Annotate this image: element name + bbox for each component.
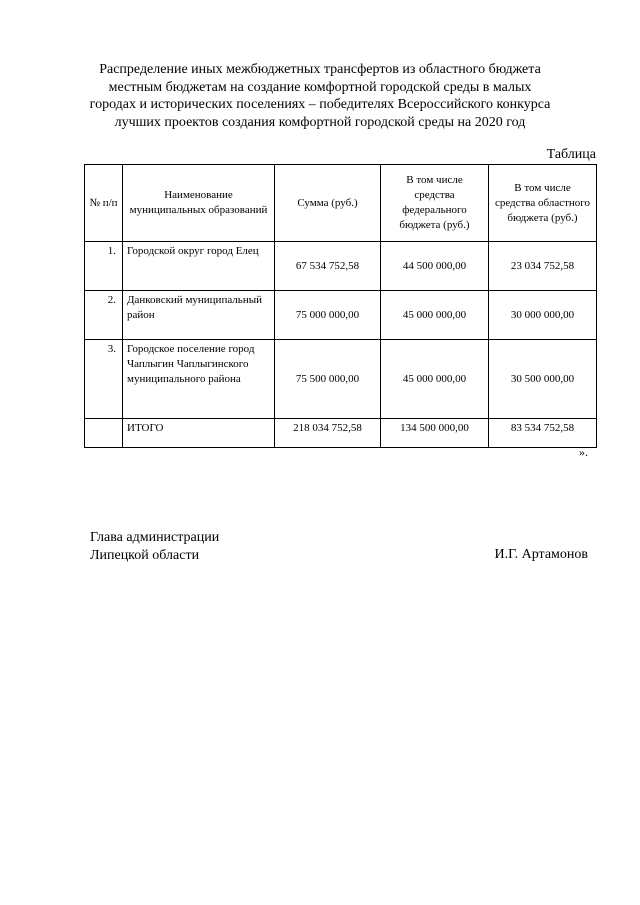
total-num-cell: [85, 419, 123, 448]
header-federal: В том числе средства федерального бюджета (руб.): [381, 165, 489, 242]
total-federal: 134 500 000,00: [381, 419, 489, 448]
row-regional: 30 500 000,00: [489, 340, 597, 419]
table-header-row: [85, 165, 597, 242]
row-num: 2.: [85, 291, 123, 340]
document-title: [60, 61, 580, 131]
row-federal: 45 000 000,00: [381, 340, 489, 419]
title-line: лучших проектов создания комфортной городской среды на 2020 год: [114, 114, 526, 130]
row-sum: 75 500 000,00: [275, 340, 381, 419]
row-federal: 45 000 000,00: [381, 291, 489, 340]
table-row: [85, 242, 597, 291]
table-caption: Таблица: [546, 147, 596, 162]
row-name: Городское поселение город Чаплыгин Чаплыгинского муниципального района: [123, 340, 275, 419]
header-num: № п/п: [85, 165, 123, 242]
signature-position-line: Глава администрации: [90, 530, 220, 545]
row-num: 1.: [85, 242, 123, 291]
table-row: [85, 291, 597, 340]
row-federal: 44 500 000,00: [381, 242, 489, 291]
row-sum: 67 534 752,58: [275, 242, 381, 291]
total-regional: 83 534 752,58: [489, 419, 597, 448]
title-line: Распределение иных межбюджетных трансфертов из областного бюджета: [99, 62, 541, 77]
header-regional: В том числе средства областного бюджета (руб.): [489, 165, 597, 242]
signature-position-line: Липецкой области: [90, 547, 200, 563]
row-regional: 23 034 752,58: [489, 242, 597, 291]
signature-name: И.Г. Артамонов: [494, 547, 588, 562]
header-name: Наименование муниципальных образований: [123, 165, 275, 242]
row-regional: 30 000 000,00: [489, 291, 597, 340]
title-line: местным бюджетам на создание комфортной городской среды в малых: [108, 79, 532, 95]
row-name: Городской округ город Елец: [123, 242, 275, 291]
total-label: ИТОГО: [123, 419, 275, 448]
header-sum: Сумма (руб.): [275, 165, 381, 242]
signature-position: [90, 529, 219, 564]
closing-quote-mark: ».: [579, 445, 588, 459]
title-line: городах и исторических поселениях – победителях Всероссийского конкурса: [89, 97, 551, 112]
row-num: 3.: [85, 340, 123, 419]
row-name: Данковский муниципальный район: [123, 291, 275, 340]
table-row: [85, 340, 597, 419]
row-sum: 75 000 000,00: [275, 291, 381, 340]
transfers-table: [84, 164, 597, 448]
total-sum: 218 034 752,58: [275, 419, 381, 448]
table-total-row: [85, 419, 597, 448]
